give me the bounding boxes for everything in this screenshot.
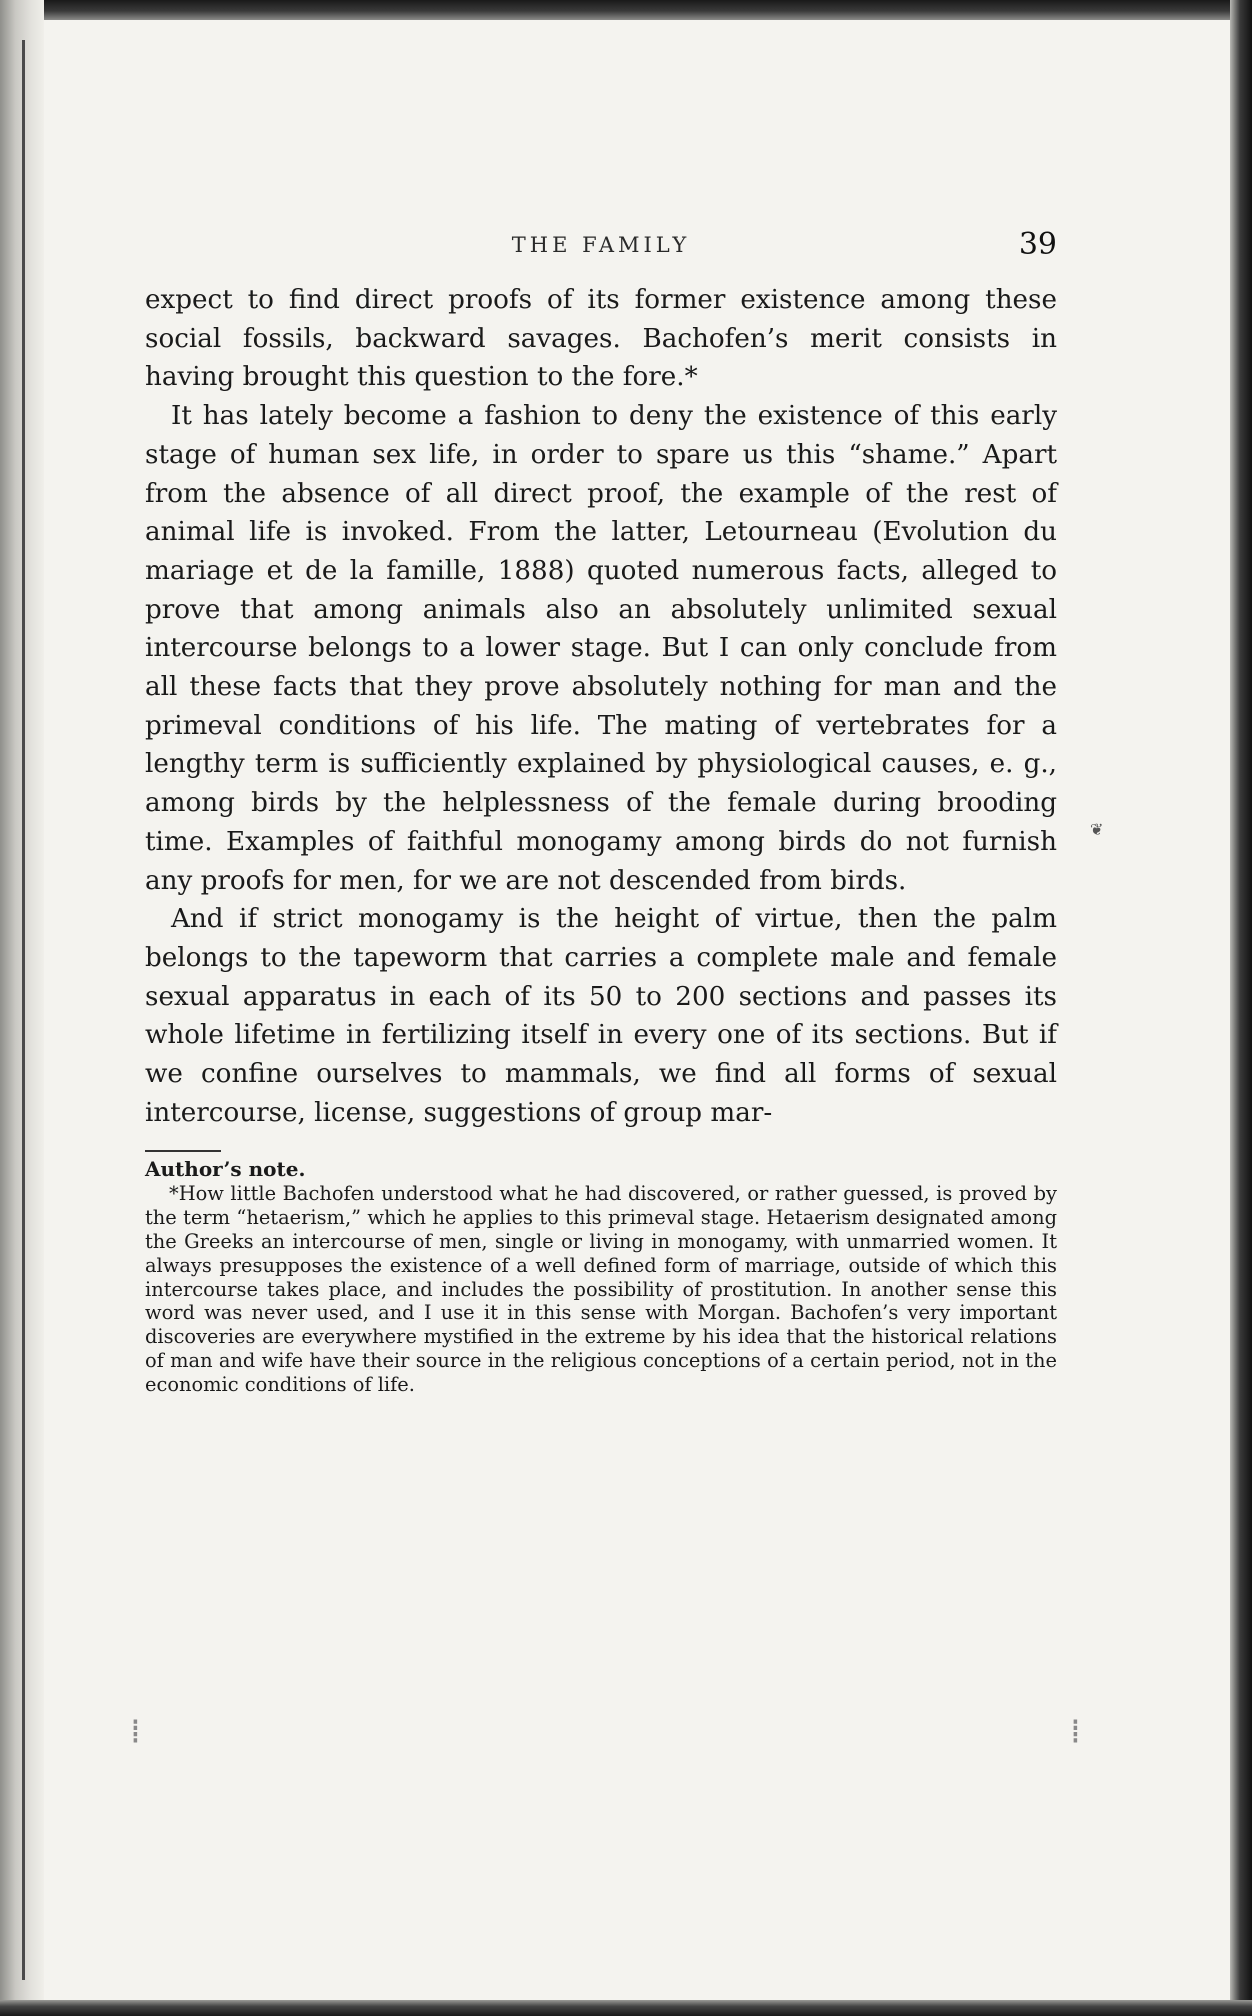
footnote-text: *How little Bachofen understood what he had discovered, or rather guessed, is proved by the term “hetaerism,” which he applies to this primeval stage. Hetaerism designated among the Greeks an intercourse of men, single or living in monogamy, with unmarried women. It always presupposes the existence of a well defined form of marriage, outside of which this intercourse takes place, and includes the possibility of prostitution. In another sense this word was never used, and I use it in this sense with Morgan. Bachofen’s very important discoveries are everywhere mystified in the extreme by his idea that the historical relations of man and wife have their source in the religious conceptions of a certain period, not in the economic conditions of life.	[145, 1182, 1057, 1396]
page-content	[145, 225, 1057, 1397]
scan-edge-bottom	[0, 2000, 1252, 2016]
scan-edge-top	[0, 0, 1252, 20]
paragraph: And if strict monogamy is the height of virtue, then the palm belongs to the tapeworm that carries a complete male and female sexual apparatus in each of its 50 to 200 sections and passes its whole lifetime in fertilizing itself in every one of its sections. But if we confine ourselves to mammals, we find all forms of sexual intercourse, license, suggestions of group mar-	[145, 904, 1057, 1128]
page-number: 39	[1018, 227, 1057, 262]
margin-bracket-icon: ⁞	[1070, 1712, 1081, 1752]
margin-bracket-icon: ⁞	[130, 1712, 141, 1752]
footnote-rule	[145, 1150, 221, 1152]
binding-shadow	[22, 40, 25, 1980]
margin-mark-icon: ❦	[1090, 820, 1104, 839]
footnote-label: Author’s note.	[145, 1157, 306, 1182]
running-header	[145, 225, 1057, 281]
paragraph: expect to find direct proofs of its former existence among these social fossils, backward savages. Bachofen’s merit consists in having brought this question to the fore.*	[145, 285, 1057, 393]
running-title: THE FAMILY	[511, 233, 691, 257]
scan-edge-right	[1230, 0, 1252, 2016]
paragraph: It has lately become a fashion to deny the existence of this early stage of human sex life, in order to spare us this “shame.” Apart from the absence of all direct proof, the example of the rest of animal life is invoked. From the latter, Letourneau (Evolution du mariage et de la famille, 1888) quoted numerous facts, alleged to prove that among animals also an absolutely unlimited sexual intercourse belongs to a lower stage. But I can only conclude from all these facts that they prove absolutely nothing for man and the primeval conditions of his life. The mating of vertebrates for a lengthy term is sufficiently explained by physiological causes, e. g., among birds by the helplessness of the female during brooding time. Examples of faithful monogamy among birds do not furnish any proofs for men, for we are not descended from birds.	[145, 401, 1057, 896]
body-text	[145, 281, 1057, 1132]
